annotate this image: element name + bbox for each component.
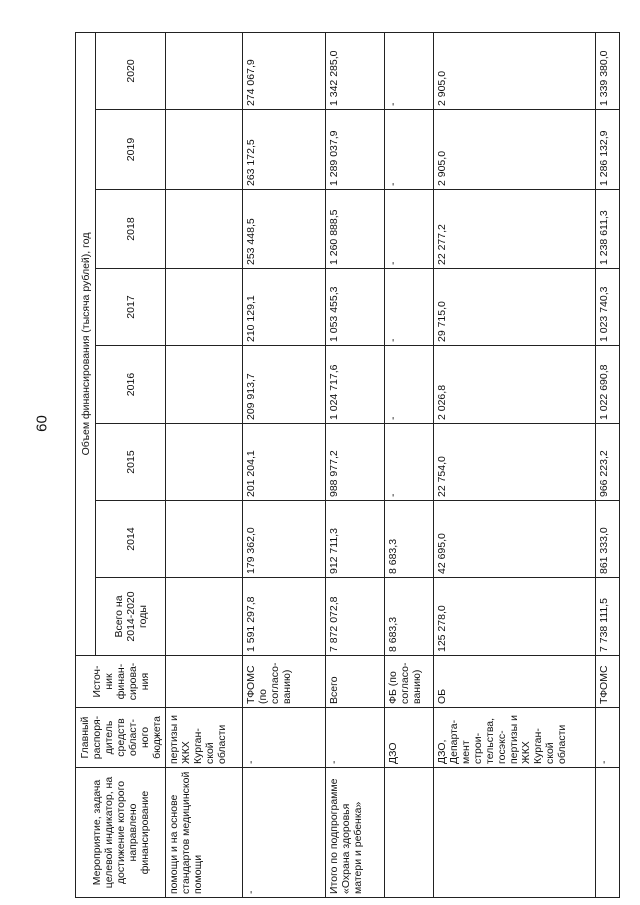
cell-source: ФБ (по согласо-ванию) bbox=[385, 656, 434, 708]
cell-measure bbox=[596, 768, 620, 898]
cell-year-value: - bbox=[385, 190, 434, 269]
table-row bbox=[433, 32, 595, 897]
cell-manager: ДЗО bbox=[385, 708, 434, 768]
cell-year-value bbox=[166, 424, 243, 501]
cell-source: ОБ bbox=[433, 656, 595, 708]
table-row bbox=[243, 32, 326, 897]
cell-year-value: 22 277,2 bbox=[433, 190, 595, 269]
funding-table bbox=[75, 32, 620, 898]
cell-year-value: 274 067,9 bbox=[243, 32, 326, 109]
header-year: 2017 bbox=[96, 269, 166, 346]
header-year: 2019 bbox=[96, 110, 166, 190]
cell-manager: ДЗО, Департа-мент строи-тельства, госэкс-пертизы и ЖКХ Курган-ской области bbox=[433, 708, 595, 768]
cell-year-value: 253 448,5 bbox=[243, 190, 326, 269]
header-year: 2018 bbox=[96, 190, 166, 269]
cell-manager: - bbox=[243, 708, 326, 768]
page-number: 60 bbox=[33, 415, 51, 432]
cell-measure: - bbox=[243, 768, 326, 898]
cell-total: 1 591 297,8 bbox=[243, 578, 326, 656]
cell-year-value: 263 172,5 bbox=[243, 110, 326, 190]
cell-year-value: 209 913,7 bbox=[243, 346, 326, 424]
cell-source: ТФОМС bbox=[596, 656, 620, 708]
header-funding: Объем финансирования (тысяча рублей), год bbox=[76, 32, 96, 655]
cell-year-value: - bbox=[385, 424, 434, 501]
cell-total: 7 738 111,5 bbox=[596, 578, 620, 656]
header-year: 2014 bbox=[96, 501, 166, 578]
header-measure: Мероприятие, задача целевой индикатор, на достижение которого направлено финансирование bbox=[76, 768, 166, 898]
cell-year-value: 1 238 611,3 bbox=[596, 190, 620, 269]
cell-year-value: 1 342 285,0 bbox=[326, 32, 385, 109]
header-year: 2020 bbox=[96, 32, 166, 109]
cell-manager: пертизы и ЖКХ Курган-ской области bbox=[166, 708, 243, 768]
cell-year-value bbox=[166, 32, 243, 109]
cell-manager: - bbox=[596, 708, 620, 768]
cell-year-value: 210 129,1 bbox=[243, 269, 326, 346]
cell-year-value: 8 683,3 bbox=[385, 501, 434, 578]
cell-year-value: 22 754,0 bbox=[433, 424, 595, 501]
cell-total: 125 278,0 bbox=[433, 578, 595, 656]
cell-year-value: 1 289 037,9 bbox=[326, 110, 385, 190]
cell-source bbox=[166, 656, 243, 708]
cell-year-value: 179 362,0 bbox=[243, 501, 326, 578]
header-total: Всего на 2014-2020 годы bbox=[96, 578, 166, 656]
cell-year-value bbox=[166, 269, 243, 346]
header-year: 2015 bbox=[96, 424, 166, 501]
table-row bbox=[385, 32, 434, 897]
cell-year-value: - bbox=[385, 110, 434, 190]
cell-measure bbox=[433, 768, 595, 898]
cell-year-value: 1 339 380,0 bbox=[596, 32, 620, 109]
cell-source: Всего bbox=[326, 656, 385, 708]
cell-year-value: 988 977,2 bbox=[326, 424, 385, 501]
cell-year-value: 1 023 740,3 bbox=[596, 269, 620, 346]
cell-year-value: 2 026,8 bbox=[433, 346, 595, 424]
cell-year-value: 966 223,2 bbox=[596, 424, 620, 501]
cell-year-value bbox=[166, 190, 243, 269]
cell-year-value: 1 053 455,3 bbox=[326, 269, 385, 346]
cell-year-value: 861 333,0 bbox=[596, 501, 620, 578]
cell-measure: Итого по подпрограмме «Охрана здоровья матери и ребенка» bbox=[326, 768, 385, 898]
cell-total bbox=[166, 578, 243, 656]
cell-year-value: 42 695,0 bbox=[433, 501, 595, 578]
cell-measure bbox=[385, 768, 434, 898]
rotated-table-area bbox=[75, 33, 620, 898]
cell-year-value bbox=[166, 110, 243, 190]
cell-year-value: 201 204,1 bbox=[243, 424, 326, 501]
cell-year-value: 1 286 132,9 bbox=[596, 110, 620, 190]
header-source: Источ-ник финан-сирова-ния bbox=[76, 656, 166, 708]
header-year: 2016 bbox=[96, 346, 166, 424]
header-manager: Главный распоря-дитель средств област-ного бюджета bbox=[76, 708, 166, 768]
cell-measure: помощи и на основе стандартов медицинской помощи bbox=[166, 768, 243, 898]
cell-year-value bbox=[166, 501, 243, 578]
cell-manager: - bbox=[326, 708, 385, 768]
cell-year-value: 1 022 690,8 bbox=[596, 346, 620, 424]
table-wrapper bbox=[75, 33, 620, 898]
cell-year-value: 2 905,0 bbox=[433, 32, 595, 109]
cell-year-value: 1 260 888,5 bbox=[326, 190, 385, 269]
cell-year-value: - bbox=[385, 346, 434, 424]
cell-source: ТФОМС (по согласо-ванию) bbox=[243, 656, 326, 708]
table-row bbox=[166, 32, 243, 897]
cell-total: 8 683,3 bbox=[385, 578, 434, 656]
cell-total: 7 872 072,8 bbox=[326, 578, 385, 656]
cell-year-value: - bbox=[385, 269, 434, 346]
cell-year-value bbox=[166, 346, 243, 424]
table-row bbox=[596, 32, 620, 897]
table-row bbox=[326, 32, 385, 897]
cell-year-value: 2 905,0 bbox=[433, 110, 595, 190]
cell-year-value: 912 711,3 bbox=[326, 501, 385, 578]
cell-year-value: 29 715,0 bbox=[433, 269, 595, 346]
table-body bbox=[166, 32, 620, 897]
cell-year-value: - bbox=[385, 32, 434, 109]
cell-year-value: 1 024 717,6 bbox=[326, 346, 385, 424]
